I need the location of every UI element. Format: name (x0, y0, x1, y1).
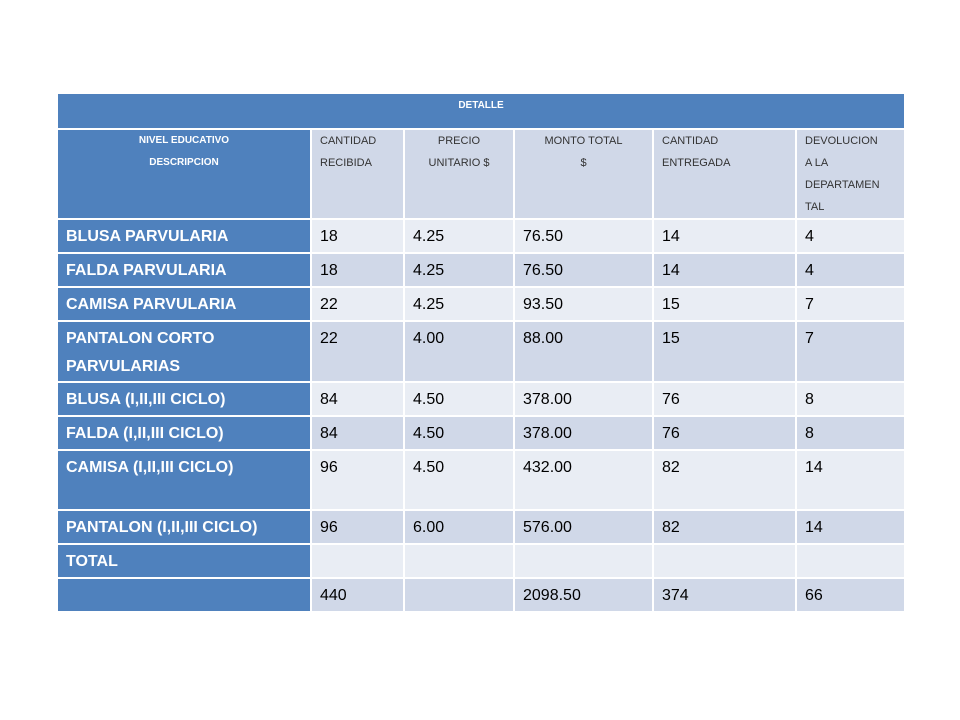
table-cell (404, 544, 514, 578)
table-row (57, 510, 905, 544)
table-cell: 14 (796, 510, 905, 544)
header-cantidad-entregada (653, 129, 796, 219)
row-description-cell: FALDA PARVULARIA (57, 253, 311, 287)
table-cell (514, 544, 653, 578)
table-cell: 84 (311, 416, 404, 450)
table-row (57, 321, 905, 382)
table-cell: 14 (653, 253, 796, 287)
detail-table (56, 92, 906, 613)
table-cell: 96 (311, 450, 404, 510)
table-cell: 22 (311, 321, 404, 382)
table-cell: 4.50 (404, 382, 514, 416)
title-row (57, 93, 905, 129)
table-cell: 7 (796, 321, 905, 382)
header-line: RECIBIDA (320, 157, 372, 169)
table-cell: 14 (653, 219, 796, 253)
header-line: ENTREGADA (662, 157, 731, 169)
table-cell: 66 (796, 578, 905, 612)
table-cell: 8 (796, 416, 905, 450)
table-cell: 15 (653, 287, 796, 321)
table-cell: 374 (653, 578, 796, 612)
table-cell: 18 (311, 219, 404, 253)
table-cell: 4.25 (404, 219, 514, 253)
header-devolucion (796, 129, 905, 219)
table-title: DETALLE (57, 93, 905, 129)
table-row (57, 219, 905, 253)
table-cell: 378.00 (514, 416, 653, 450)
row-description-cell: FALDA (I,II,III CICLO) (57, 416, 311, 450)
table-cell: 14 (796, 450, 905, 510)
table-cell: 7 (796, 287, 905, 321)
table-cell: 93.50 (514, 287, 653, 321)
table-cell: 4.25 (404, 287, 514, 321)
table-row (57, 253, 905, 287)
table-cell (653, 544, 796, 578)
row-description-cell (57, 578, 311, 612)
table-cell: 76 (653, 382, 796, 416)
header-monto-total (514, 129, 653, 219)
table-cell: 440 (311, 578, 404, 612)
header-line: CANTIDAD (662, 135, 719, 147)
table-row (57, 287, 905, 321)
table-row (57, 544, 905, 578)
header-cantidad-recibida (311, 129, 404, 219)
table-cell: 4.50 (404, 450, 514, 510)
row-description-cell: TOTAL (57, 544, 311, 578)
table-cell: 8 (796, 382, 905, 416)
table-cell: 378.00 (514, 382, 653, 416)
header-line: MONTO TOTAL (544, 135, 623, 147)
table-cell: 576.00 (514, 510, 653, 544)
table-cell: 88.00 (514, 321, 653, 382)
table-cell: 4 (796, 219, 905, 253)
header-line: A LA (805, 157, 829, 169)
table-cell: 15 (653, 321, 796, 382)
row-description-cell: CAMISA PARVULARIA (57, 287, 311, 321)
table-row (57, 416, 905, 450)
header-line: PRECIO (437, 135, 481, 147)
table-cell: 6.00 (404, 510, 514, 544)
row-description-cell: PANTALON (I,II,III CICLO) (57, 510, 311, 544)
header-precio-unitario (404, 129, 514, 219)
table-body (57, 219, 905, 612)
header-descripcion (57, 129, 311, 219)
column-header-row (57, 129, 905, 219)
table-cell: 2098.50 (514, 578, 653, 612)
detail-table-container (56, 92, 904, 613)
row-description-cell: BLUSA PARVULARIA (57, 219, 311, 253)
header-line: CANTIDAD (320, 135, 377, 147)
table-cell: 76.50 (514, 253, 653, 287)
table-cell: 82 (653, 510, 796, 544)
table-cell: 4.25 (404, 253, 514, 287)
table-cell: 84 (311, 382, 404, 416)
table-cell: 22 (311, 287, 404, 321)
table-row (57, 382, 905, 416)
table-cell: 76.50 (514, 219, 653, 253)
table-cell: 82 (653, 450, 796, 510)
table-cell: 96 (311, 510, 404, 544)
header-line: UNITARIO $ (428, 157, 490, 169)
table-cell: 4.50 (404, 416, 514, 450)
table-cell (796, 544, 905, 578)
table-cell (404, 578, 514, 612)
header-line: NIVEL EDUCATIVO (138, 135, 230, 146)
table-cell: 4.00 (404, 321, 514, 382)
table-cell: 4 (796, 253, 905, 287)
table-cell: 18 (311, 253, 404, 287)
table-row (57, 450, 905, 510)
header-line: DEPARTAMEN (805, 179, 880, 191)
header-line: DEVOLUCION (805, 135, 878, 147)
table-cell: 76 (653, 416, 796, 450)
table-row (57, 578, 905, 612)
header-line: $ (580, 157, 587, 169)
table-cell (311, 544, 404, 578)
header-line: TAL (805, 201, 825, 213)
row-description-cell: CAMISA (I,II,III CICLO) (57, 450, 311, 510)
row-description-cell: PANTALON CORTO PARVULARIAS (57, 321, 311, 382)
table-cell: 432.00 (514, 450, 653, 510)
header-line: DESCRIPCION (149, 157, 219, 168)
row-description-cell: BLUSA (I,II,III CICLO) (57, 382, 311, 416)
